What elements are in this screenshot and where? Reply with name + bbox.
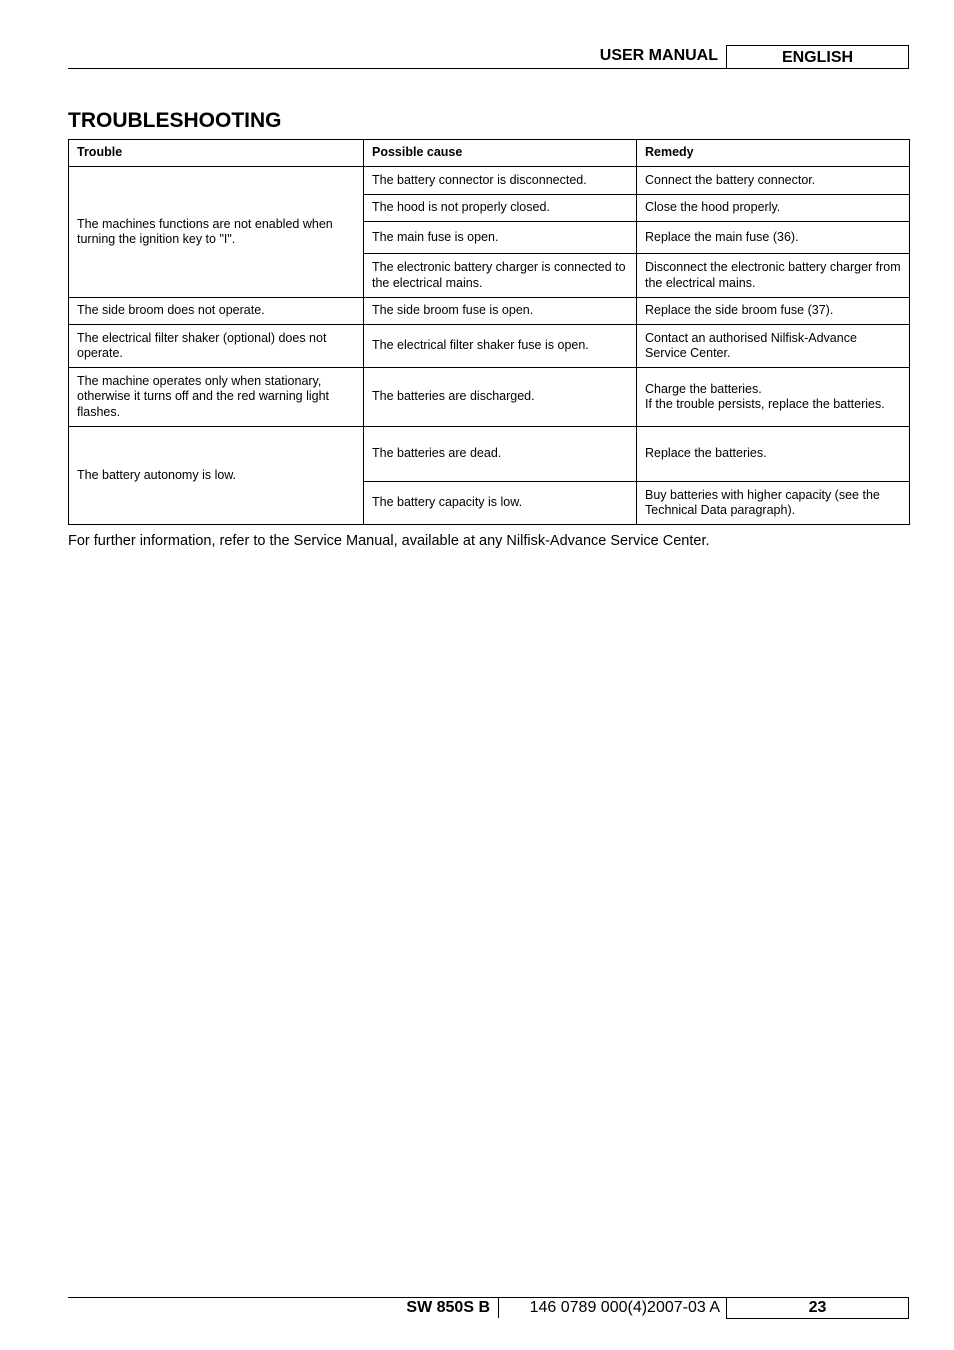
trouble-cell: The machines functions are not enabled when turning the ignition key to "I". (69, 167, 364, 298)
remedy-cell: Replace the main fuse (36). (637, 222, 910, 254)
footer-document-code: 146 0789 000(4)2007-03 A (529, 1299, 720, 1316)
remedy-cell: Contact an authorised Nilfisk-Advance Service Center. (637, 325, 910, 368)
cause-cell: The side broom fuse is open. (364, 298, 637, 325)
header-divider (68, 68, 909, 69)
cause-cell: The electronic battery charger is connected to the electrical mains. (364, 254, 637, 298)
table-header-row (69, 140, 910, 167)
cause-cell: The main fuse is open. (364, 222, 637, 254)
column-header-trouble: Trouble (69, 140, 364, 167)
cause-cell: The electrical filter shaker fuse is open. (364, 325, 637, 368)
cause-cell: The battery connector is disconnected. (364, 167, 637, 195)
remedy-cell: Disconnect the electronic battery charger from the electrical mains. (637, 254, 910, 298)
footer-separator (498, 1297, 499, 1318)
column-header-cause: Possible cause (364, 140, 637, 167)
page-number: 23 (726, 1297, 909, 1319)
table-row (69, 298, 910, 325)
header-title: USER MANUAL (599, 47, 718, 64)
table-row (69, 325, 910, 368)
trouble-cell: The battery autonomy is low. (69, 427, 364, 525)
section-title: TROUBLESHOOTING (68, 109, 282, 132)
cause-cell: The batteries are dead. (364, 427, 637, 482)
remedy-cell: Replace the side broom fuse (37). (637, 298, 910, 325)
trouble-cell: The electrical filter shaker (optional) does not operate. (69, 325, 364, 368)
cause-cell: The hood is not properly closed. (364, 195, 637, 222)
remedy-cell: Connect the battery connector. (637, 167, 910, 195)
remedy-cell: Buy batteries with higher capacity (see the Technical Data paragraph). (637, 482, 910, 525)
remedy-cell: Charge the batteries. If the trouble persists, replace the batteries. (637, 368, 910, 427)
cause-cell: The battery capacity is low. (364, 482, 637, 525)
table-row (69, 368, 910, 427)
table-row (69, 167, 910, 195)
trouble-cell: The machine operates only when stationary, otherwise it turns off and the red warning light flashes. (69, 368, 364, 427)
column-header-remedy: Remedy (637, 140, 910, 167)
remedy-cell: Close the hood properly. (637, 195, 910, 222)
trouble-cell: The side broom does not operate. (69, 298, 364, 325)
troubleshooting-table (68, 139, 910, 525)
header-language: ENGLISH (726, 45, 909, 68)
further-info-note: For further information, refer to the Service Manual, available at any Nilfisk-Advance Service Center. (68, 533, 710, 549)
remedy-cell: Replace the batteries. (637, 427, 910, 482)
footer-model: SW 850S B (406, 1299, 490, 1316)
table-row (69, 427, 910, 482)
cause-cell: The batteries are discharged. (364, 368, 637, 427)
